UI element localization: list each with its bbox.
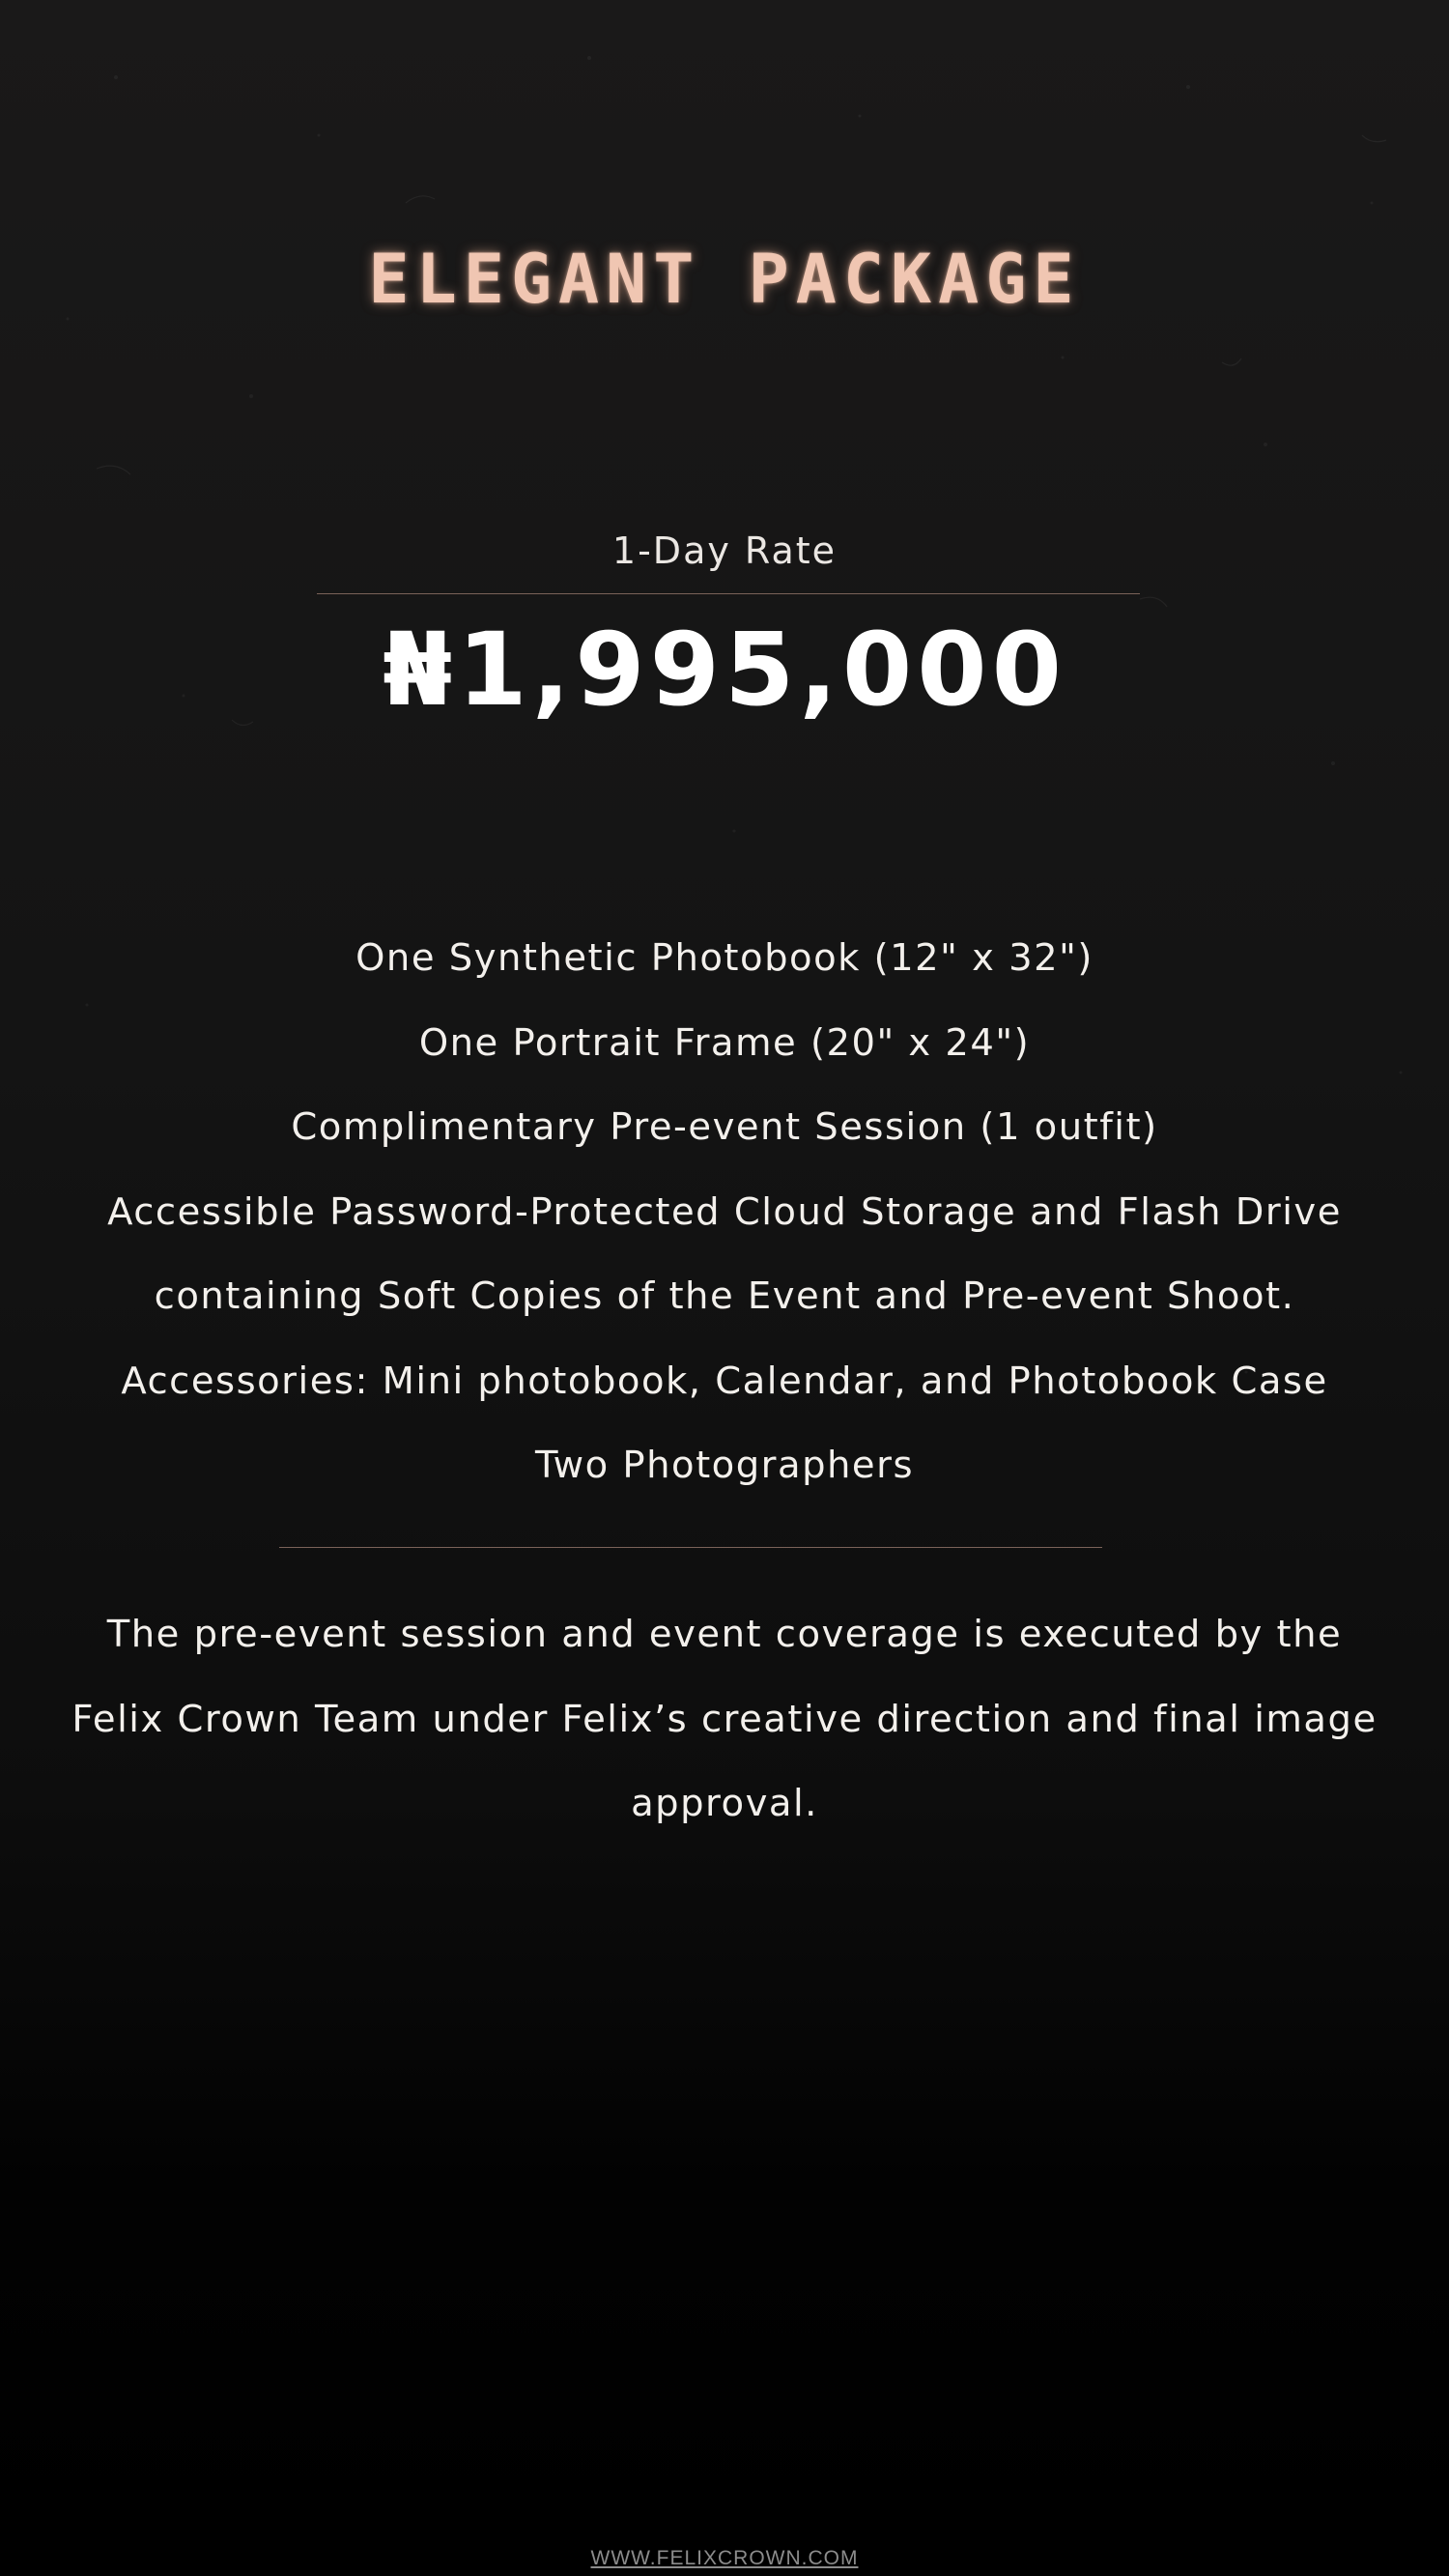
feature-item-accessories: Accessories: Mini photobook, Calendar, and Photobook Case	[121, 1359, 1328, 1403]
price-divider	[317, 593, 1140, 594]
section-divider	[279, 1547, 1102, 1548]
package-title: ELEGANT PACKAGE	[368, 240, 1081, 319]
feature-item-photobook: One Synthetic Photobook (12" x 32")	[355, 936, 1094, 980]
feature-item-photographers: Two Photographers	[534, 1444, 915, 1487]
website-link[interactable]: WWW.FELIXCROWN.COM	[590, 2547, 859, 2569]
feature-list	[48, 916, 1401, 1508]
feature-item-cloud-storage: Accessible Password-Protected Cloud Storage and Flash Drive containing Soft Copies of the Event and Pre-event Shoot.	[107, 1189, 1342, 1318]
rate-label: 1-Day Rate	[611, 530, 838, 572]
feature-item-pre-event-session: Complimentary Pre-event Session (1 outfit)	[291, 1105, 1158, 1149]
coverage-note: The pre-event session and event coverage is executed by the Felix Crown Team under Felix’s creative direction and final image approval.	[71, 1613, 1378, 1825]
feature-item-portrait-frame: One Portrait Frame (20" x 24")	[418, 1020, 1031, 1065]
package-price: ₦1,995,000	[383, 611, 1066, 729]
